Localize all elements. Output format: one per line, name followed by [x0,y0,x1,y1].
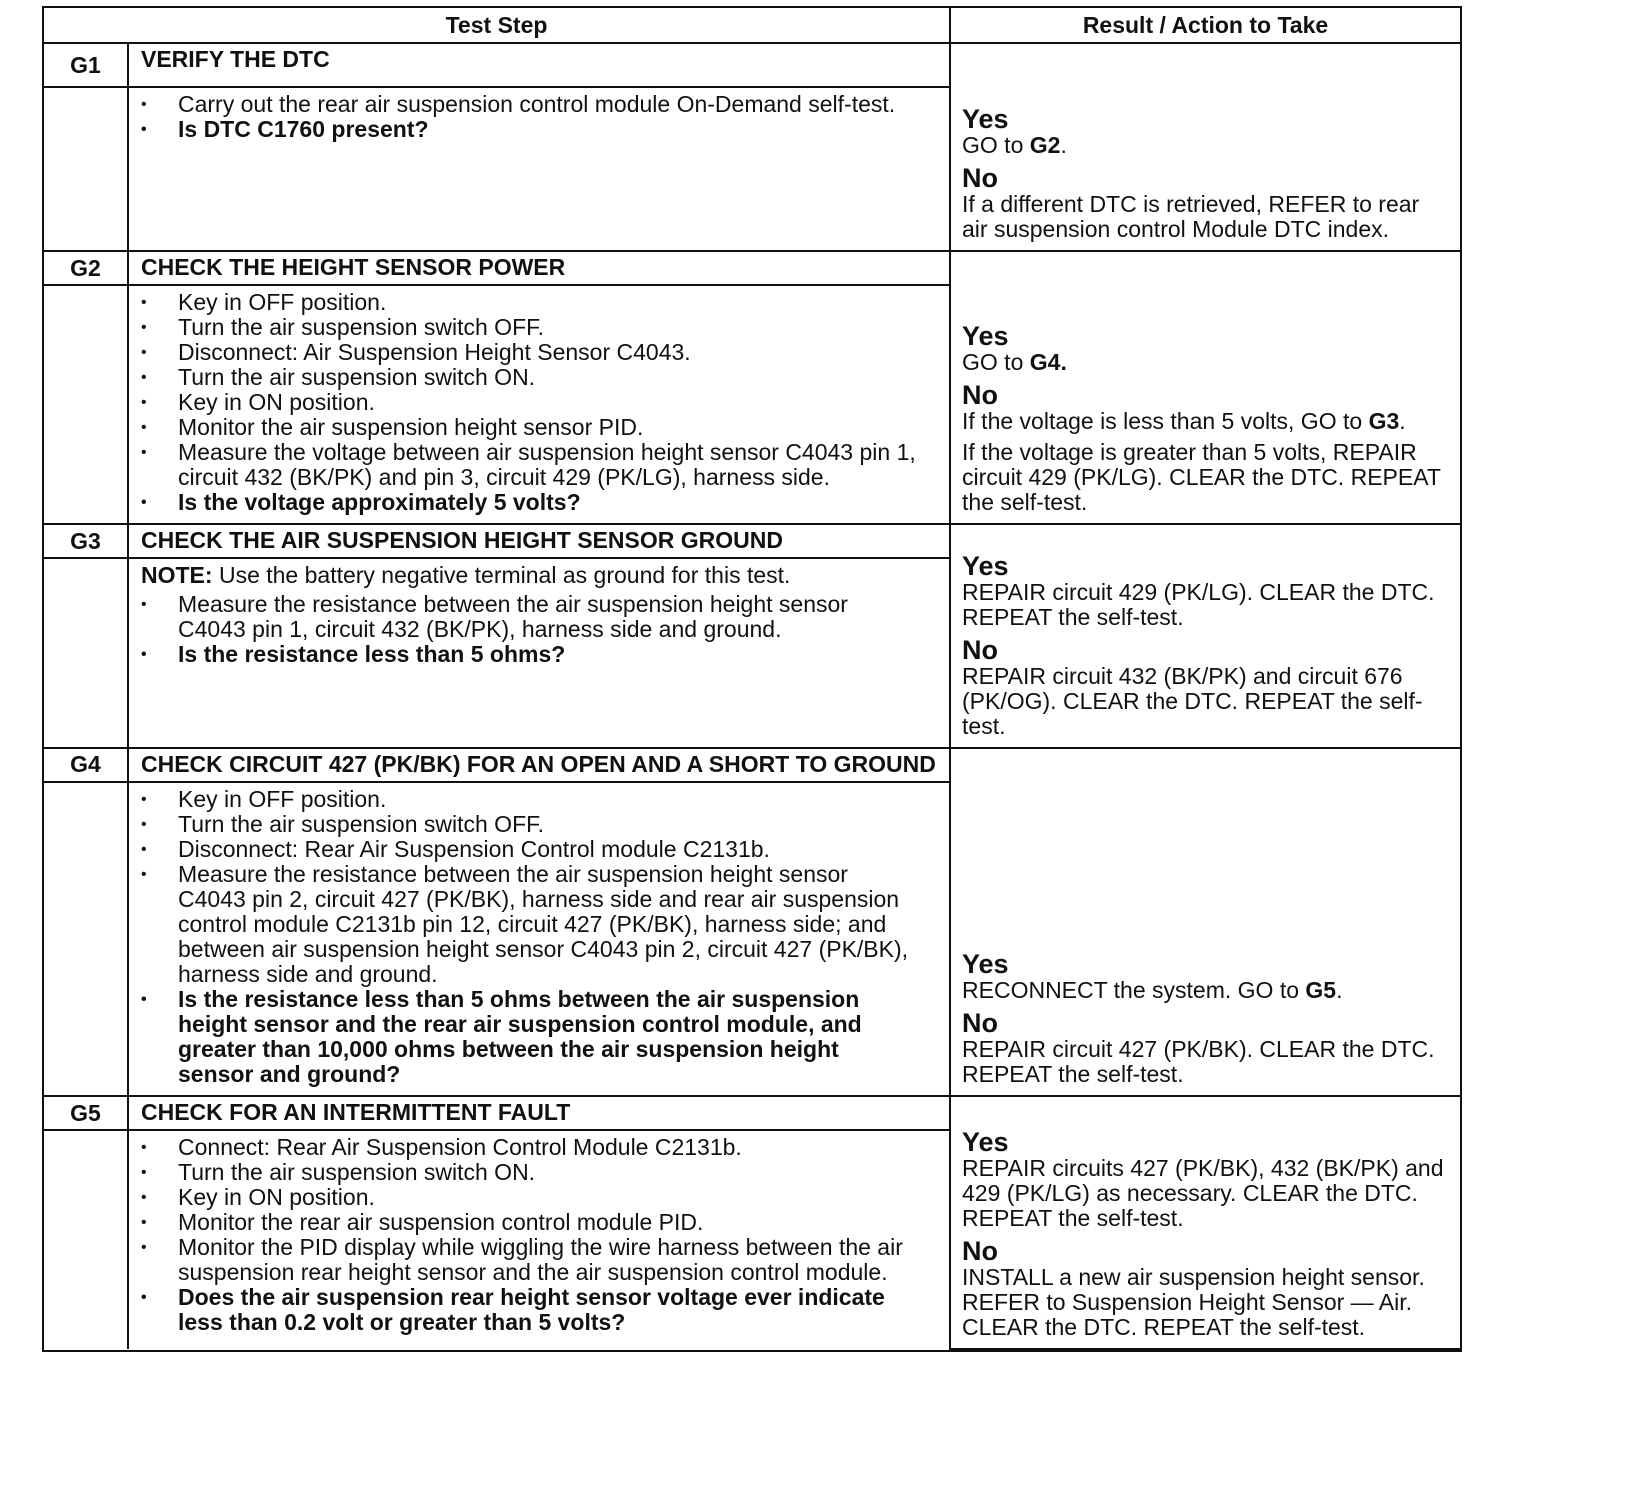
list-item: • Measure the voltage between air suspension height sensor C4043 pin 1, circuit 432 (BK/PK) and pin 3, circuit 429 (PK/LG), harness side. [141,440,919,490]
step-row-g5 [44,1096,1460,1130]
no-label: No [962,635,999,665]
step-id: G3 [44,524,128,558]
yes-action: RECONNECT the system. GO to G5. [962,977,1343,1003]
step-result [950,251,1460,524]
list-item: • Monitor the PID display while wiggling the wire harness between the air suspension rear height sensor and the air suspension control module. [141,1235,919,1285]
step-row-g4 [44,748,1460,782]
yes-label: Yes [962,551,1009,581]
step-bullets [141,787,919,1087]
list-item: • Connect: Rear Air Suspension Control Module C2131b. [141,1135,919,1160]
step-id: G1 [44,43,128,87]
yes-action: GO to G2. [962,132,1067,158]
yes-label: Yes [962,321,1009,351]
step-body [128,782,950,1096]
step-row-g3 [44,524,1460,558]
list-item: • Carry out the rear air suspension control module On-Demand self-test. [141,92,919,117]
no-action: INSTALL a new air suspension height sensor. REFER to Suspension Height Sensor — Air. CLEAR the DTC. REPEAT the self-test. [962,1264,1425,1340]
list-item: • Key in ON position. [141,1185,919,1210]
step-bullets [141,92,919,142]
no-action: If the voltage is less than 5 volts, GO to G3. [962,408,1406,434]
list-item-question: • Is the voltage approximately 5 volts? [141,490,919,515]
step-id: G4 [44,748,128,782]
list-item: • Key in OFF position. [141,290,919,315]
note-text: Use the battery negative terminal as ground for this test. [218,562,791,588]
step-title: VERIFY THE DTC [128,43,950,87]
yes-action: REPAIR circuits 427 (PK/BK), 432 (BK/PK) and 429 (PK/LG) as necessary. CLEAR the DTC. REPEAT the self-test. [962,1155,1444,1231]
step-row-g1 [44,43,1460,87]
list-item: • Turn the air suspension switch ON. [141,1160,919,1185]
header-test-step: Test Step [44,8,950,43]
step-result [950,43,1460,251]
step-body [128,87,950,251]
no-label: No [962,380,999,410]
list-item: • Disconnect: Rear Air Suspension Control module C2131b. [141,837,919,862]
yes-action: GO to G4. [962,349,1067,375]
table-header-row [44,8,1460,43]
list-item-question: • Is the resistance less than 5 ohms between the air suspension height sensor and the rear air suspension control module, and greater than 10,000 ohms between the air suspension height sensor and ground? [141,987,919,1087]
step-title: CHECK CIRCUIT 427 (PK/BK) FOR AN OPEN AND A SHORT TO GROUND [128,748,950,782]
no-action: If the voltage is greater than 5 volts, REPAIR circuit 429 (PK/LG). CLEAR the DTC. REPEAT the self-test. [962,439,1441,515]
step-title: CHECK THE AIR SUSPENSION HEIGHT SENSOR GROUND [128,524,950,558]
step-result [950,524,1460,748]
no-action: If a different DTC is retrieved, REFER to rear air suspension control Module DTC index. [962,191,1420,242]
step-bullets [141,592,919,667]
no-label: No [962,163,999,193]
step-title: CHECK FOR AN INTERMITTENT FAULT [128,1096,950,1130]
no-action: REPAIR circuit 432 (BK/PK) and circuit 676 (PK/OG). CLEAR the DTC. REPEAT the self-test. [962,663,1423,739]
list-item: • Turn the air suspension switch OFF. [141,315,919,340]
note-label: NOTE: [141,562,213,588]
step-row-g2 [44,251,1460,285]
no-label: No [962,1008,999,1038]
step-body [128,1130,950,1349]
no-action: REPAIR circuit 427 (PK/BK). CLEAR the DTC. REPEAT the self-test. [962,1036,1435,1087]
yes-label: Yes [962,1127,1009,1157]
step-id: G5 [44,1096,128,1130]
step-result [950,748,1460,1096]
step-bullets [141,290,919,515]
list-item: • Turn the air suspension switch ON. [141,365,919,390]
list-item: • Monitor the air suspension height sensor PID. [141,415,919,440]
step-bullets [141,1135,919,1335]
list-item: • Measure the resistance between the air suspension height sensor C4043 pin 1, circuit 432 (BK/PK), harness side and ground. [141,592,919,642]
list-item: • Monitor the rear air suspension control module PID. [141,1210,919,1235]
diagnostic-table [42,6,1462,1352]
yes-action: REPAIR circuit 429 (PK/LG). CLEAR the DTC. REPEAT the self-test. [962,579,1435,630]
list-item-question: • Is DTC C1760 present? [141,117,919,142]
step-body [128,285,950,524]
step-result [950,1096,1460,1349]
step-id: G2 [44,251,128,285]
no-label: No [962,1236,999,1266]
header-result-action: Result / Action to Take [950,8,1460,43]
step-body [128,558,950,748]
list-item: • Key in OFF position. [141,787,919,812]
list-item: • Turn the air suspension switch OFF. [141,812,919,837]
list-item: • Disconnect: Air Suspension Height Sensor C4043. [141,340,919,365]
pinpoint-test-table [44,8,1460,1350]
step-title: CHECK THE HEIGHT SENSOR POWER [128,251,950,285]
list-item-question: • Is the resistance less than 5 ohms? [141,642,919,667]
yes-label: Yes [962,949,1009,979]
yes-label: Yes [962,104,1009,134]
list-item-question: • Does the air suspension rear height sensor voltage ever indicate less than 0.2 volt or greater than 5 volts? [141,1285,919,1335]
list-item: • Measure the resistance between the air suspension height sensor C4043 pin 2, circuit 427 (PK/BK), harness side and rear air suspension control module C2131b pin 12, circuit 427 (PK/BK), harness side; and between air suspension height sensor C4043 pin 2, circuit 427 (PK/BK), harness side and ground. [141,862,919,987]
list-item: • Key in ON position. [141,390,919,415]
step-note [141,563,919,588]
